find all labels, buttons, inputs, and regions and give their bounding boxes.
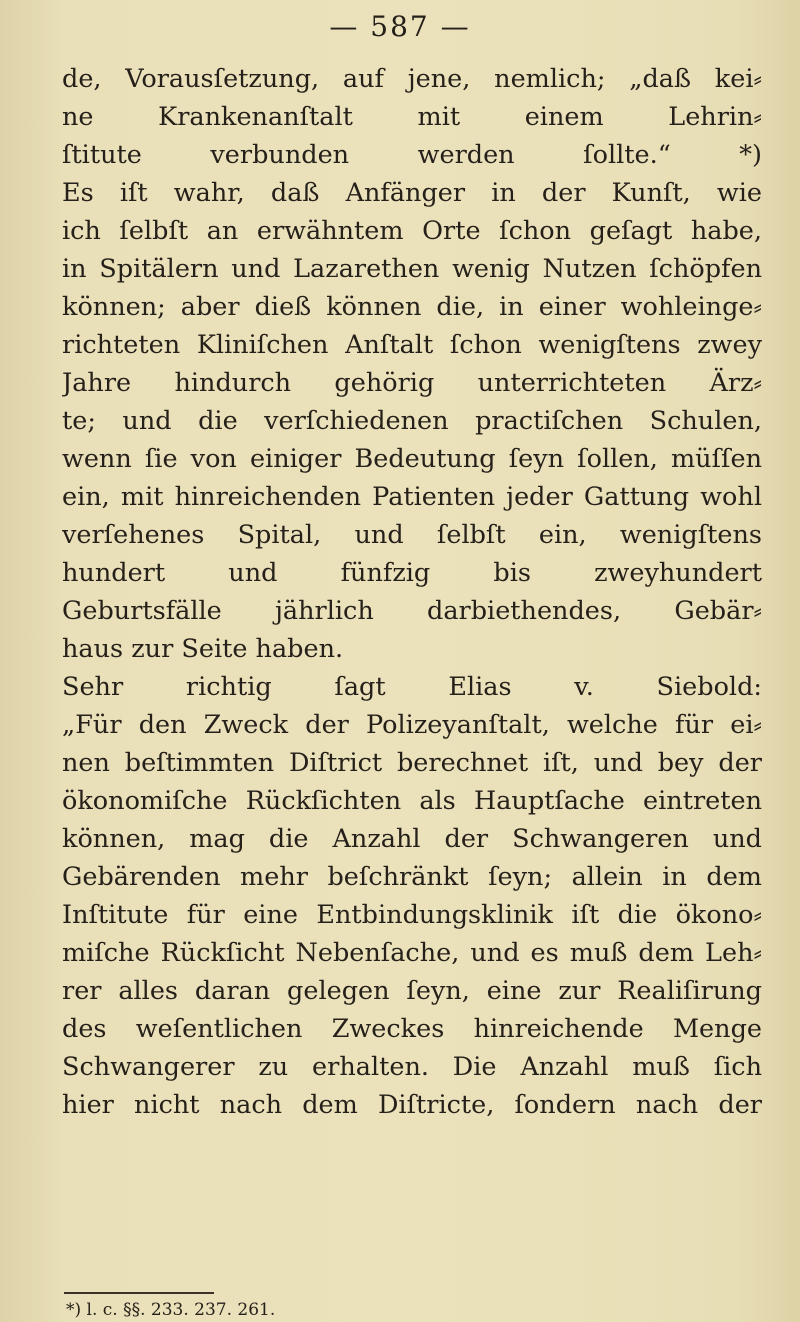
- text-line: richteten Kliniſchen Anſtalt ſchon wenigſtens zwey: [62, 330, 762, 360]
- text-line: hier nicht nach dem Diſtricte, ſondern nach der: [62, 1090, 762, 1120]
- text-line: te; und die verſchiedenen practiſchen Schulen,: [62, 406, 762, 436]
- footnote: *) l. c. §§. 233. 237. 261.: [66, 1300, 276, 1320]
- text-line: Jahre hindurch gehörig unterrichteten Ärz⸗: [62, 368, 762, 398]
- text-line: verſehenes Spital, und ſelbſt ein, wenigſtens: [62, 520, 762, 550]
- text-line: in Spitälern und Lazarethen wenig Nutzen ſchöpfen: [62, 254, 762, 284]
- text-line: Geburtsfälle jährlich darbiethendes, Gebär⸗: [62, 596, 762, 626]
- text-line: Gebärenden mehr beſchränkt ſeyn; allein in dem: [62, 862, 762, 892]
- text-line: ne Krankenanſtalt mit einem Lehrin⸗: [62, 102, 762, 132]
- footnote-rule: [64, 1292, 214, 1294]
- text-line: rer alles daran gelegen ſeyn, eine zur Realiſirung: [62, 976, 762, 1006]
- text-line: ich ſelbſt an erwähntem Orte ſchon geſagt habe,: [62, 216, 762, 246]
- page-number: — 587 —: [329, 10, 471, 43]
- text-line: Schwangerer zu erhalten. Die Anzahl muß ſich: [62, 1052, 762, 1082]
- text-line: miſche Rückſicht Nebenſache, und es muß dem Leh⸗: [62, 938, 762, 968]
- text-line: Sehr richtig ſagt Elias v. Siebold:: [62, 672, 762, 702]
- text-line: wenn ſie von einiger Bedeutung ſeyn ſollen, müſſen: [62, 444, 762, 474]
- text-line: haus zur Seite haben.: [62, 634, 344, 664]
- text-line: „Für den Zweck der Polizeyanſtalt, welche für ei⸗: [62, 710, 762, 740]
- text-line: ein, mit hinreichenden Patienten jeder Gattung wohl: [62, 482, 762, 512]
- text-line: Es iſt wahr, daß Anfänger in der Kunſt, wie: [62, 178, 762, 208]
- text-line: ſtitute verbunden werden ſollte.“ *): [62, 140, 762, 170]
- text-line: können, mag die Anzahl der Schwangeren und: [62, 824, 762, 854]
- text-line: des weſentlichen Zweckes hinreichende Menge: [62, 1014, 762, 1044]
- text-line: können; aber dieß können die, in einer wohleinge⸗: [62, 292, 762, 322]
- text-line: de, Vorausſetzung, auf jene, nemlich; „daß kei⸗: [62, 64, 762, 94]
- body-text: [62, 60, 762, 1124]
- text-line: ökonomiſche Rückſichten als Hauptſache eintreten: [62, 786, 762, 816]
- text-line: nen beſtimmten Diſtrict berechnet iſt, und bey der: [62, 748, 762, 778]
- text-line: hundert und fünfzig bis zweyhundert: [62, 558, 762, 588]
- text-line: Inſtitute für eine Entbindungsklinik iſt die ökono⸗: [62, 900, 762, 930]
